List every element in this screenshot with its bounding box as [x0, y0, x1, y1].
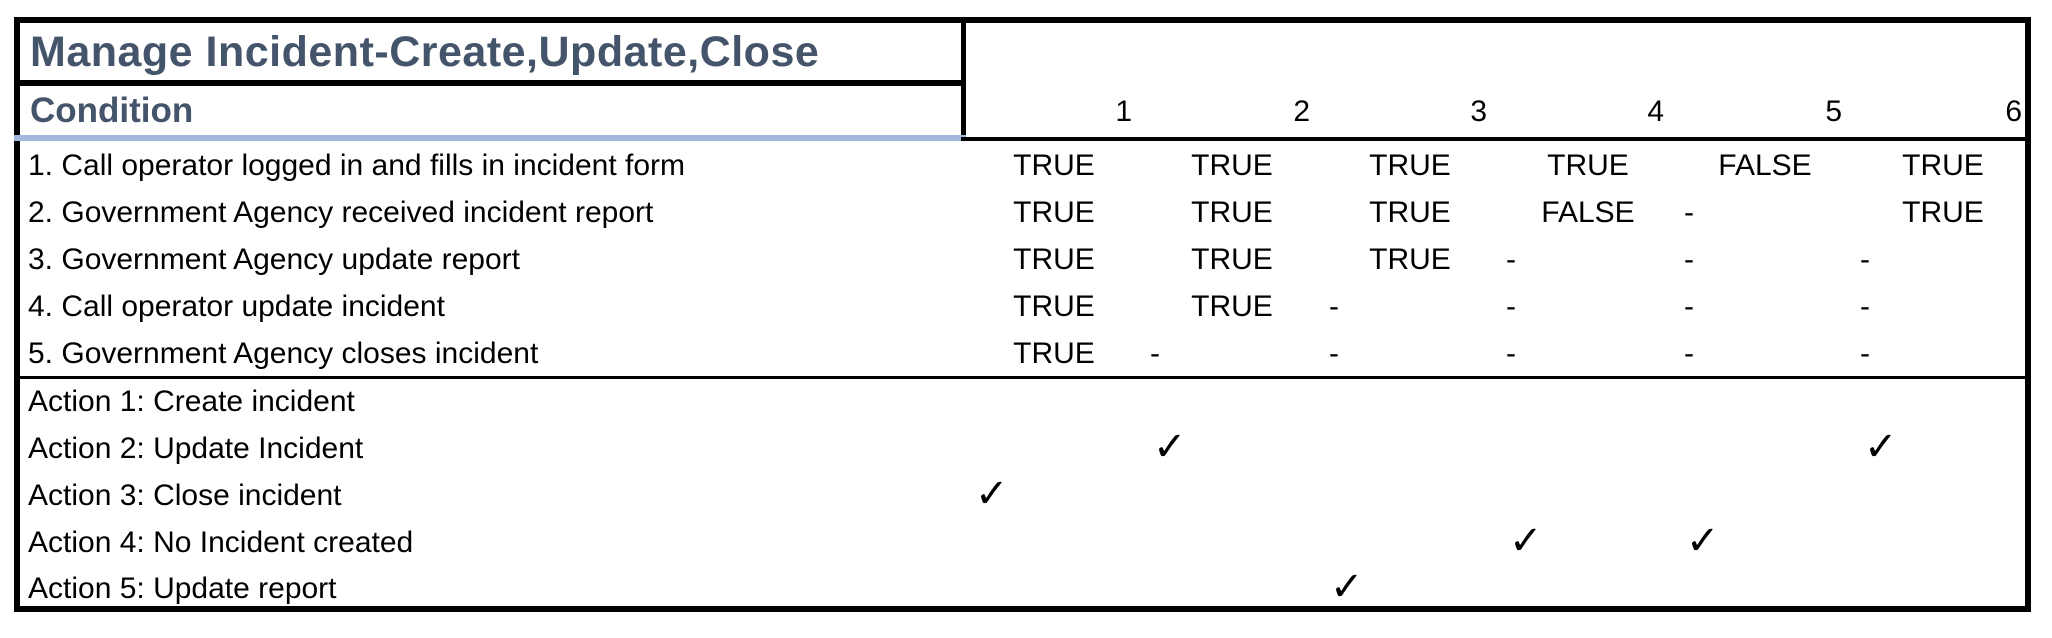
condition-dash: -: [1684, 290, 1694, 323]
action-label: Action 5: Update report: [28, 572, 337, 605]
header-bottom-line: [961, 137, 2031, 141]
condition-value: TRUE: [1013, 149, 1095, 182]
action-label: Action 1: Create incident: [28, 385, 355, 418]
condition-value: TRUE: [1902, 149, 1984, 182]
condition-value: TRUE: [1369, 149, 1451, 182]
condition-value: FALSE: [1718, 149, 1812, 182]
checkmark-icon: ✓: [1153, 425, 1187, 469]
condition-header: Condition: [30, 91, 194, 130]
condition-label: 4. Call operator update incident: [28, 290, 445, 323]
condition-dash: -: [1684, 196, 1694, 229]
condition-dash: -: [1329, 290, 1339, 323]
page-title: Manage Incident-Create,Update,Close: [30, 28, 820, 76]
condition-dash: -: [1860, 337, 1870, 370]
column-number: 3: [1470, 95, 1487, 128]
checkmark-icon: ✓: [1509, 519, 1543, 563]
checkmark-icon: ✓: [975, 472, 1009, 516]
condition-label: 5. Government Agency closes incident: [28, 337, 539, 370]
condition-value: TRUE: [1369, 243, 1451, 276]
condition-dash: -: [1860, 290, 1870, 323]
condition-value: TRUE: [1369, 196, 1451, 229]
condition-dash: -: [1684, 243, 1694, 276]
condition-dash: -: [1684, 337, 1694, 370]
condition-dash: -: [1506, 290, 1516, 323]
condition-dash: -: [1506, 337, 1516, 370]
condition-value: TRUE: [1191, 290, 1273, 323]
condition-value: FALSE: [1541, 196, 1635, 229]
condition-dash: -: [1506, 243, 1516, 276]
action-label: Action 4: No Incident created: [28, 526, 414, 559]
condition-dash: -: [1150, 337, 1160, 370]
condition-label: 3. Government Agency update report: [28, 243, 520, 276]
condition-value: TRUE: [1547, 149, 1629, 182]
condition-value: TRUE: [1013, 290, 1095, 323]
column-number: 1: [1115, 95, 1132, 128]
checkmark-icon: ✓: [1330, 565, 1364, 609]
condition-value: TRUE: [1013, 243, 1095, 276]
checkmark-icon: ✓: [1864, 425, 1898, 469]
condition-value: TRUE: [1902, 196, 1984, 229]
column-number: 5: [1825, 95, 1842, 128]
checkmark-icon: ✓: [1686, 519, 1720, 563]
condition-dash: -: [1860, 243, 1870, 276]
condition-label: 1. Call operator logged in and fills in incident form: [28, 149, 686, 182]
condition-value: TRUE: [1191, 196, 1273, 229]
label-column-divider: [961, 17, 966, 141]
action-label: Action 3: Close incident: [28, 479, 342, 512]
condition-value: TRUE: [1013, 196, 1095, 229]
conditions-actions-divider: [14, 376, 2031, 379]
condition-value: TRUE: [1191, 149, 1273, 182]
action-label: Action 2: Update Incident: [28, 432, 364, 465]
column-number: 2: [1293, 95, 1310, 128]
condition-value: TRUE: [1191, 243, 1273, 276]
condition-label: 2. Government Agency received incident report: [28, 196, 654, 229]
condition-dash: -: [1329, 337, 1339, 370]
column-number: 4: [1647, 95, 1664, 128]
condition-value: TRUE: [1013, 337, 1095, 370]
column-number: 6: [2005, 95, 2022, 128]
